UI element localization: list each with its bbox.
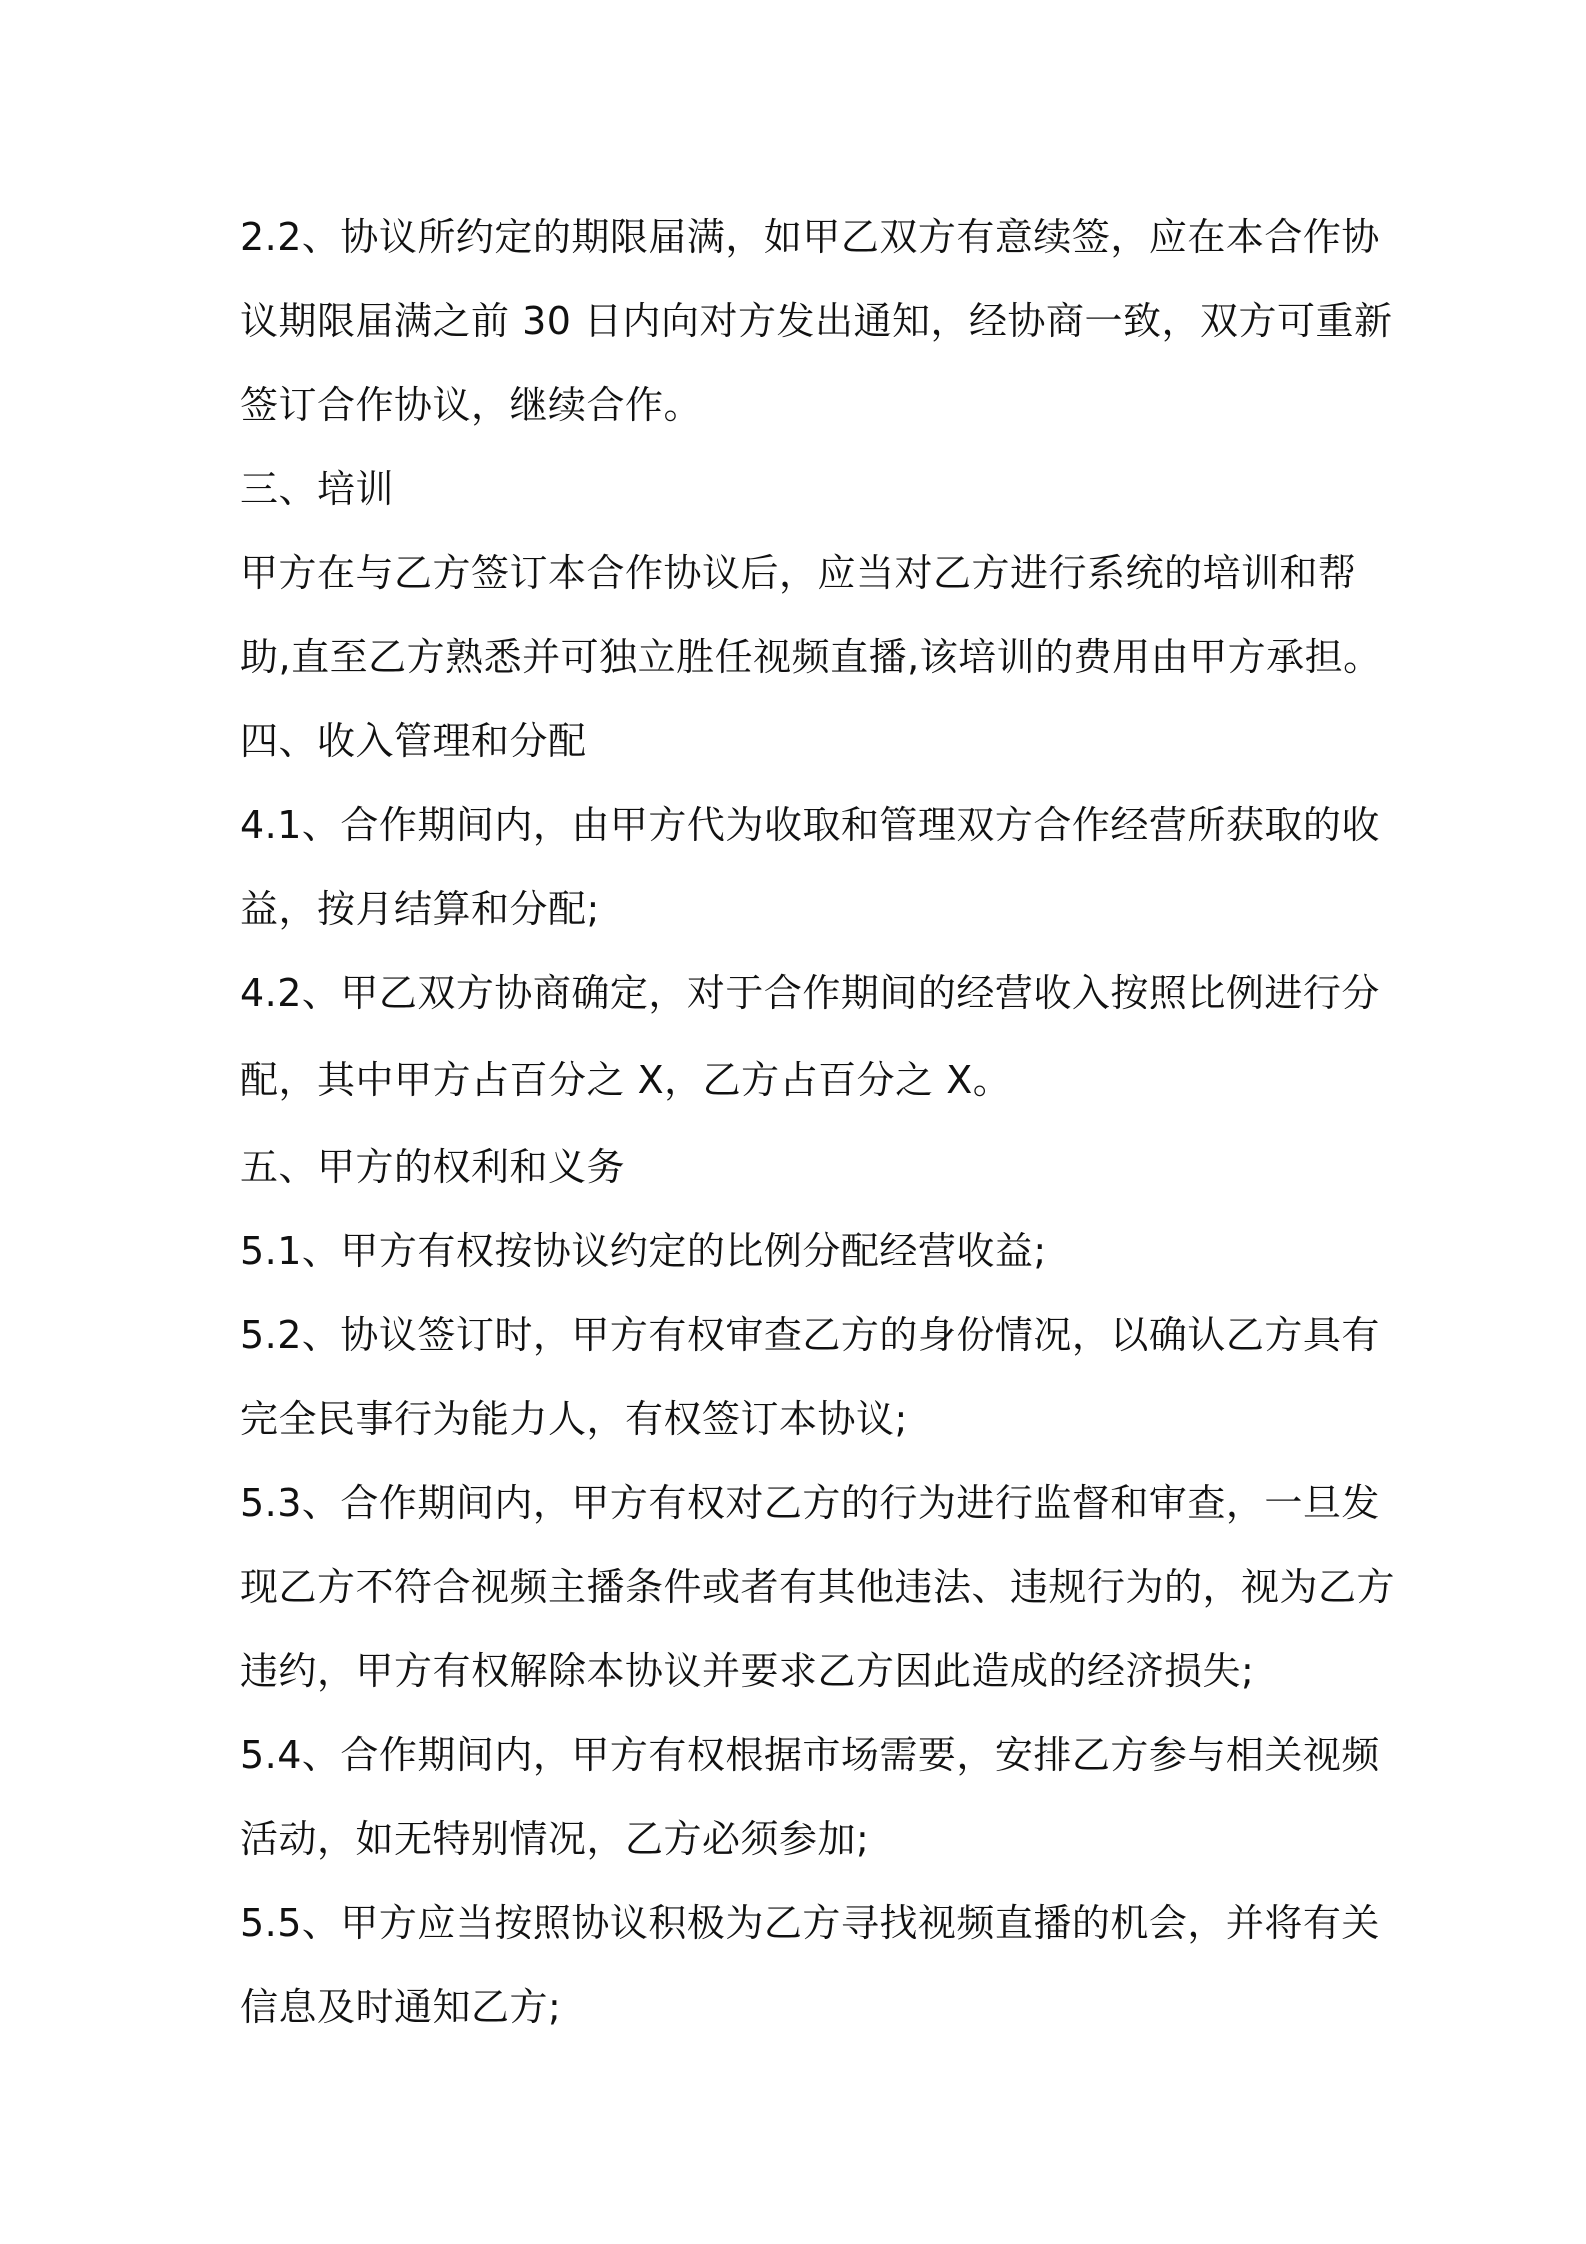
text-line-clause-5-4: 5.4、合作期间内，甲方有权根据市场需要，安排乙方参与相关视频 [240, 1733, 1380, 1777]
text-line: 甲方在与乙方签订本合作协议后，应当对乙方进行系统的培训和帮 [240, 551, 1357, 595]
text-line: 益，按月结算和分配; [240, 887, 600, 931]
text-line-clause-4-2: 4.2、甲乙双方协商确定，对于合作期间的经营收入按照比例进行分 [240, 971, 1380, 1015]
text-line: 签订合作协议，继续合作。 [240, 383, 703, 427]
section-heading-income: 四、收入管理和分配 [240, 719, 587, 763]
document-body [240, 195, 1396, 2049]
text-line: 违约，甲方有权解除本协议并要求乙方因此造成的经济损失; [240, 1649, 1255, 1693]
text-line-clause-5-5: 5.5、甲方应当按照协议积极为乙方寻找视频直播的机会，并将有关 [240, 1901, 1380, 1945]
text-line: 配，其中甲方占百分之 X，乙方占百分之 X。 [240, 1058, 1012, 1102]
text-line-clause-5-1: 5.1、甲方有权按协议约定的比例分配经营收益; [240, 1229, 1047, 1273]
text-line: 信息及时通知乙方; [240, 1985, 562, 2029]
text-line: 助,直至乙方熟悉并可独立胜任视频直播,该培训的费用由甲方承担。 [240, 635, 1382, 679]
text-line: 完全民事行为能力人，有权签订本协议; [240, 1397, 908, 1441]
text-line-clause-2-2: 2.2、协议所约定的期限届满，如甲乙双方有意续签，应在本合作协 [240, 215, 1380, 259]
text-line: 活动，如无特别情况，乙方必须参加; [240, 1817, 870, 1861]
text-line-clause-5-3: 5.3、合作期间内，甲方有权对乙方的行为进行监督和审查，一旦发 [240, 1481, 1380, 1525]
text-line: 议期限届满之前 30 日内向对方发出通知，经协商一致，双方可重新 [240, 299, 1393, 343]
section-heading-training: 三、培训 [240, 467, 395, 511]
section-heading-party-a-rights: 五、甲方的权利和义务 [240, 1145, 626, 1189]
text-line-clause-4-1: 4.1、合作期间内，由甲方代为收取和管理双方合作经营所获取的收 [240, 803, 1380, 847]
text-line: 现乙方不符合视频主播条件或者有其他违法、违规行为的，视为乙方 [240, 1565, 1396, 1609]
text-line-clause-5-2: 5.2、协议签订时，甲方有权审查乙方的身份情况，以确认乙方具有 [240, 1313, 1380, 1357]
